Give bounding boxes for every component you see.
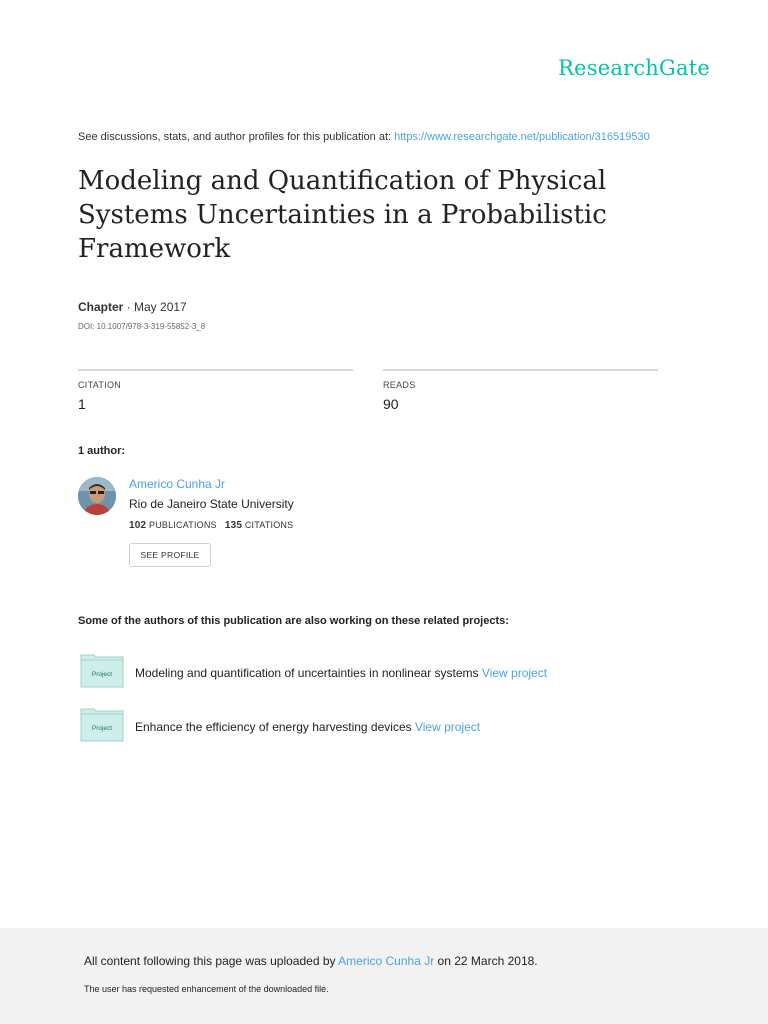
uploader-link[interactable]: Americo Cunha Jr [338,954,435,968]
uploaded-suffix: on 22 March 2018. [434,954,538,968]
view-project-link[interactable]: View project [414,720,481,734]
enhancement-note: The user has requested enhancement of the downloaded file. [84,984,329,994]
author-institution: Rio de Janeiro State University [129,497,294,511]
meta-separator: · [123,300,135,314]
author-name-link[interactable]: Americo Cunha Jr [129,477,226,491]
author-publications-label: PUBLICATIONS [149,520,217,530]
project-text [135,720,480,734]
project-title: Modeling and quantification of uncertainties in nonlinear systems [135,666,479,680]
author-publications-count: 102 [129,520,147,531]
authors-heading: 1 author: [78,445,126,457]
publication-meta [78,300,187,314]
publication-doi: DOI: 10.1007/978-3-319-55852-3_8 [78,322,206,331]
publication-title: Modeling and Quantification of Physical Systems Uncertainties in a Probabilistic Framework [78,166,607,264]
see-discussions-text: See discussions, stats, and author profiles for this publication at: [78,131,395,143]
related-projects-heading: Some of the authors of this publication are also working on these related projects: [78,615,509,627]
project-folder-icon[interactable] [80,708,124,742]
uploaded-by-line [84,954,538,968]
reads-label: READS [383,380,416,390]
see-discussions-line [78,131,650,143]
author-photo-icon [78,477,116,515]
publication-url-link[interactable]: https://www.researchgate.net/publication/316519530 [394,131,650,143]
footer [0,928,768,1024]
project-icon-label: Project [91,725,113,732]
citation-label: CITATION [78,380,122,390]
citation-value: 1 [78,396,86,412]
researchgate-logo[interactable]: ResearchGate [558,56,710,80]
reads-stat [383,369,658,412]
publication-type: Chapter [78,300,124,314]
view-project-link[interactable]: View project [481,666,548,680]
project-icon-label: Project [91,671,113,678]
publication-date: May 2017 [134,300,187,314]
project-text [135,666,547,680]
citation-stat [78,369,353,412]
author-avatar[interactable] [78,477,116,515]
author-citations-count: 135 [224,520,243,531]
see-profile-button[interactable]: SEE PROFILE [129,543,211,567]
author-stats [129,520,293,531]
reads-value: 90 [383,396,399,412]
author-citations-label: CITATIONS [244,520,294,530]
project-title: Enhance the efficiency of energy harvesting devices [135,720,412,734]
project-folder-icon[interactable] [80,654,124,688]
uploaded-prefix: All content following this page was uploaded by [84,954,339,968]
